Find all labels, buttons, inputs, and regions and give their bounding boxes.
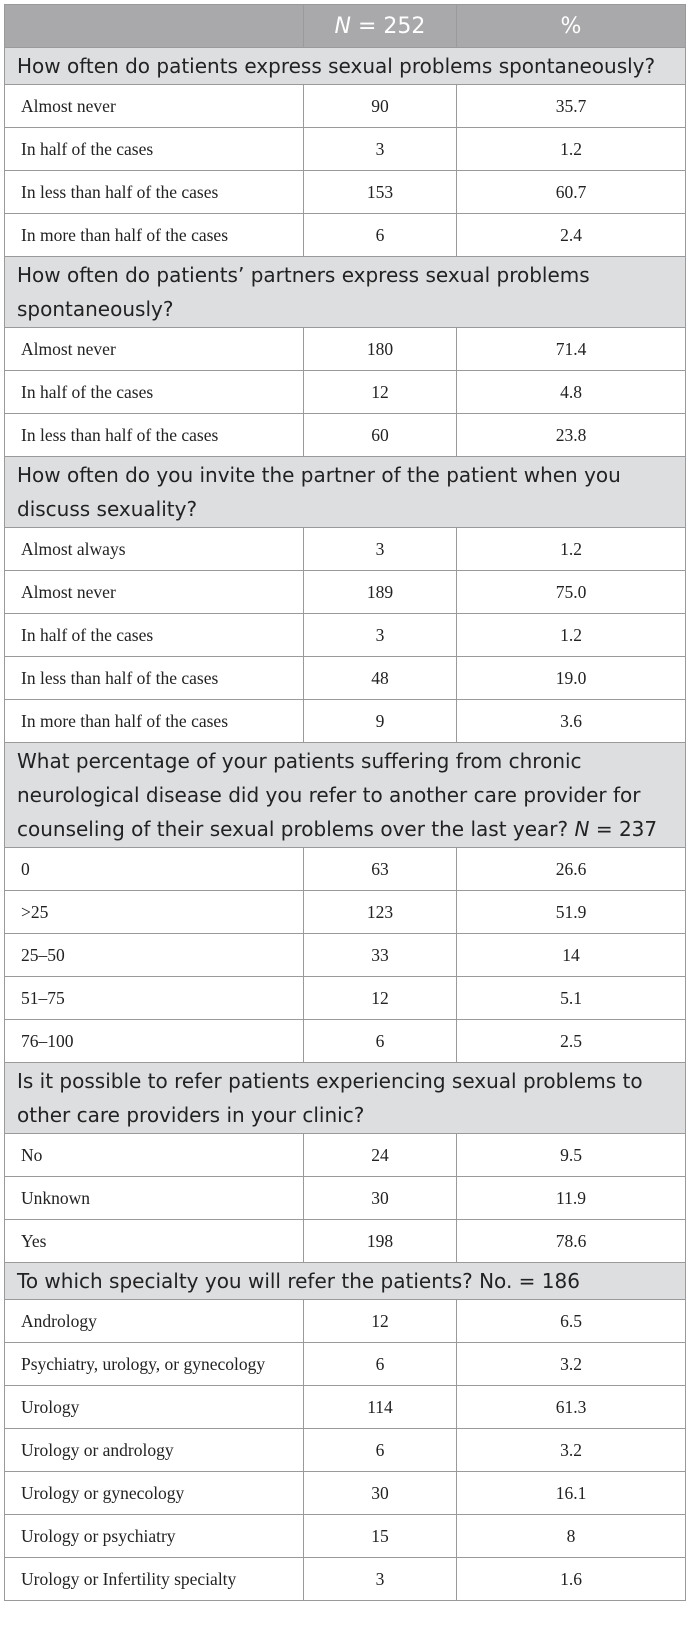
table-row <box>5 571 686 614</box>
section-question-text: How often do patients’ partners express sexual problems spontaneously? <box>17 263 590 321</box>
row-count: 3 <box>304 128 457 171</box>
section-question-text: Is it possible to refer patients experiencing sexual problems to other care providers in your clinic? <box>17 1069 643 1127</box>
row-label: Urology <box>5 1386 304 1429</box>
row-percent: 1.2 <box>457 614 686 657</box>
section-header-row <box>5 457 686 528</box>
section-header-row <box>5 1263 686 1300</box>
table-row <box>5 977 686 1020</box>
row-count: 6 <box>304 1343 457 1386</box>
row-percent: 1.6 <box>457 1558 686 1601</box>
section-question-text: How often do you invite the partner of the patient when you discuss sexuality? <box>17 463 621 521</box>
row-count: 48 <box>304 657 457 700</box>
row-label: 25–50 <box>5 934 304 977</box>
row-label: Urology or Infertility specialty <box>5 1558 304 1601</box>
row-label: In half of the cases <box>5 128 304 171</box>
row-label: Unknown <box>5 1177 304 1220</box>
table-row <box>5 1177 686 1220</box>
row-count: 33 <box>304 934 457 977</box>
row-label: Almost never <box>5 328 304 371</box>
row-count: 6 <box>304 1429 457 1472</box>
row-percent: 3.2 <box>457 1343 686 1386</box>
row-count: 189 <box>304 571 457 614</box>
row-count: 6 <box>304 1020 457 1063</box>
row-count: 90 <box>304 85 457 128</box>
table-row <box>5 1343 686 1386</box>
table-row <box>5 1300 686 1343</box>
row-percent: 4.8 <box>457 371 686 414</box>
table-row <box>5 328 686 371</box>
table-row <box>5 128 686 171</box>
section-question <box>5 457 686 528</box>
row-percent: 8 <box>457 1515 686 1558</box>
header-n-cell <box>304 5 457 48</box>
row-count: 6 <box>304 214 457 257</box>
header-n-value: = 252 <box>351 13 426 39</box>
header-row <box>5 5 686 48</box>
row-percent: 2.4 <box>457 214 686 257</box>
row-count: 180 <box>304 328 457 371</box>
section-question <box>5 48 686 85</box>
table-row <box>5 1134 686 1177</box>
row-label: Psychiatry, urology, or gynecology <box>5 1343 304 1386</box>
table-row <box>5 614 686 657</box>
row-percent: 26.6 <box>457 848 686 891</box>
row-label: In less than half of the cases <box>5 414 304 457</box>
header-n-symbol: N <box>334 13 352 39</box>
row-percent: 5.1 <box>457 977 686 1020</box>
row-label: >25 <box>5 891 304 934</box>
row-percent: 51.9 <box>457 891 686 934</box>
row-percent: 35.7 <box>457 85 686 128</box>
table-row <box>5 1020 686 1063</box>
row-percent: 71.4 <box>457 328 686 371</box>
table-row <box>5 700 686 743</box>
row-count: 12 <box>304 371 457 414</box>
row-count: 9 <box>304 700 457 743</box>
section-header-row <box>5 257 686 328</box>
row-percent: 3.6 <box>457 700 686 743</box>
table-row <box>5 1220 686 1263</box>
row-percent: 19.0 <box>457 657 686 700</box>
row-label: Almost never <box>5 85 304 128</box>
row-label: In less than half of the cases <box>5 657 304 700</box>
table-row <box>5 1472 686 1515</box>
row-label: 0 <box>5 848 304 891</box>
survey-table <box>4 4 686 1601</box>
row-count: 12 <box>304 1300 457 1343</box>
row-label: Almost never <box>5 571 304 614</box>
table-row <box>5 1515 686 1558</box>
table-row <box>5 371 686 414</box>
section-question <box>5 257 686 328</box>
row-percent: 1.2 <box>457 128 686 171</box>
section-question-text: What percentage of your patients suffering from chronic neurological disease did you refer to another care provider for counseling of their sexual problems over the last year? <box>17 749 641 841</box>
section-header-row <box>5 48 686 85</box>
row-count: 15 <box>304 1515 457 1558</box>
row-label: Urology or gynecology <box>5 1472 304 1515</box>
table-row <box>5 85 686 128</box>
section-question-n-value: = 237 <box>589 817 658 841</box>
row-label: In less than half of the cases <box>5 171 304 214</box>
section-question <box>5 1063 686 1134</box>
row-percent: 6.5 <box>457 1300 686 1343</box>
section-question <box>5 1263 686 1300</box>
table-body <box>5 48 686 1601</box>
row-percent: 23.8 <box>457 414 686 457</box>
row-count: 153 <box>304 171 457 214</box>
row-percent: 3.2 <box>457 1429 686 1472</box>
section-question <box>5 743 686 848</box>
row-count: 63 <box>304 848 457 891</box>
row-count: 198 <box>304 1220 457 1263</box>
row-count: 3 <box>304 528 457 571</box>
row-percent: 11.9 <box>457 1177 686 1220</box>
table-row <box>5 1386 686 1429</box>
row-percent: 61.3 <box>457 1386 686 1429</box>
table-row <box>5 1429 686 1472</box>
table-row <box>5 934 686 977</box>
row-count: 12 <box>304 977 457 1020</box>
row-percent: 78.6 <box>457 1220 686 1263</box>
row-label: Yes <box>5 1220 304 1263</box>
row-count: 123 <box>304 891 457 934</box>
row-count: 3 <box>304 614 457 657</box>
row-percent: 16.1 <box>457 1472 686 1515</box>
row-count: 60 <box>304 414 457 457</box>
section-header-row <box>5 1063 686 1134</box>
row-label: Urology or psychiatry <box>5 1515 304 1558</box>
row-label: In more than half of the cases <box>5 700 304 743</box>
table-row <box>5 891 686 934</box>
row-count: 24 <box>304 1134 457 1177</box>
row-label: No <box>5 1134 304 1177</box>
row-count: 114 <box>304 1386 457 1429</box>
row-percent: 2.5 <box>457 1020 686 1063</box>
table-row <box>5 657 686 700</box>
header-empty-cell <box>5 5 304 48</box>
row-label: Urology or andrology <box>5 1429 304 1472</box>
section-question-text: How often do patients express sexual problems spontaneously? <box>17 54 656 78</box>
table-row <box>5 1558 686 1601</box>
section-header-row <box>5 743 686 848</box>
row-count: 30 <box>304 1472 457 1515</box>
header-percent-cell: % <box>457 5 686 48</box>
row-label: In half of the cases <box>5 614 304 657</box>
row-percent: 75.0 <box>457 571 686 614</box>
row-label: 51–75 <box>5 977 304 1020</box>
table-row <box>5 528 686 571</box>
table-row <box>5 848 686 891</box>
row-percent: 1.2 <box>457 528 686 571</box>
row-label: Almost always <box>5 528 304 571</box>
row-percent: 9.5 <box>457 1134 686 1177</box>
row-count: 3 <box>304 1558 457 1601</box>
section-question-text: To which specialty you will refer the patients? No. = 186 <box>17 1269 580 1293</box>
row-label: Andrology <box>5 1300 304 1343</box>
row-percent: 14 <box>457 934 686 977</box>
table-row <box>5 214 686 257</box>
table-row <box>5 171 686 214</box>
row-count: 30 <box>304 1177 457 1220</box>
row-label: 76–100 <box>5 1020 304 1063</box>
row-label: In more than half of the cases <box>5 214 304 257</box>
table-row <box>5 414 686 457</box>
section-question-n: N <box>574 817 590 841</box>
row-percent: 60.7 <box>457 171 686 214</box>
row-label: In half of the cases <box>5 371 304 414</box>
